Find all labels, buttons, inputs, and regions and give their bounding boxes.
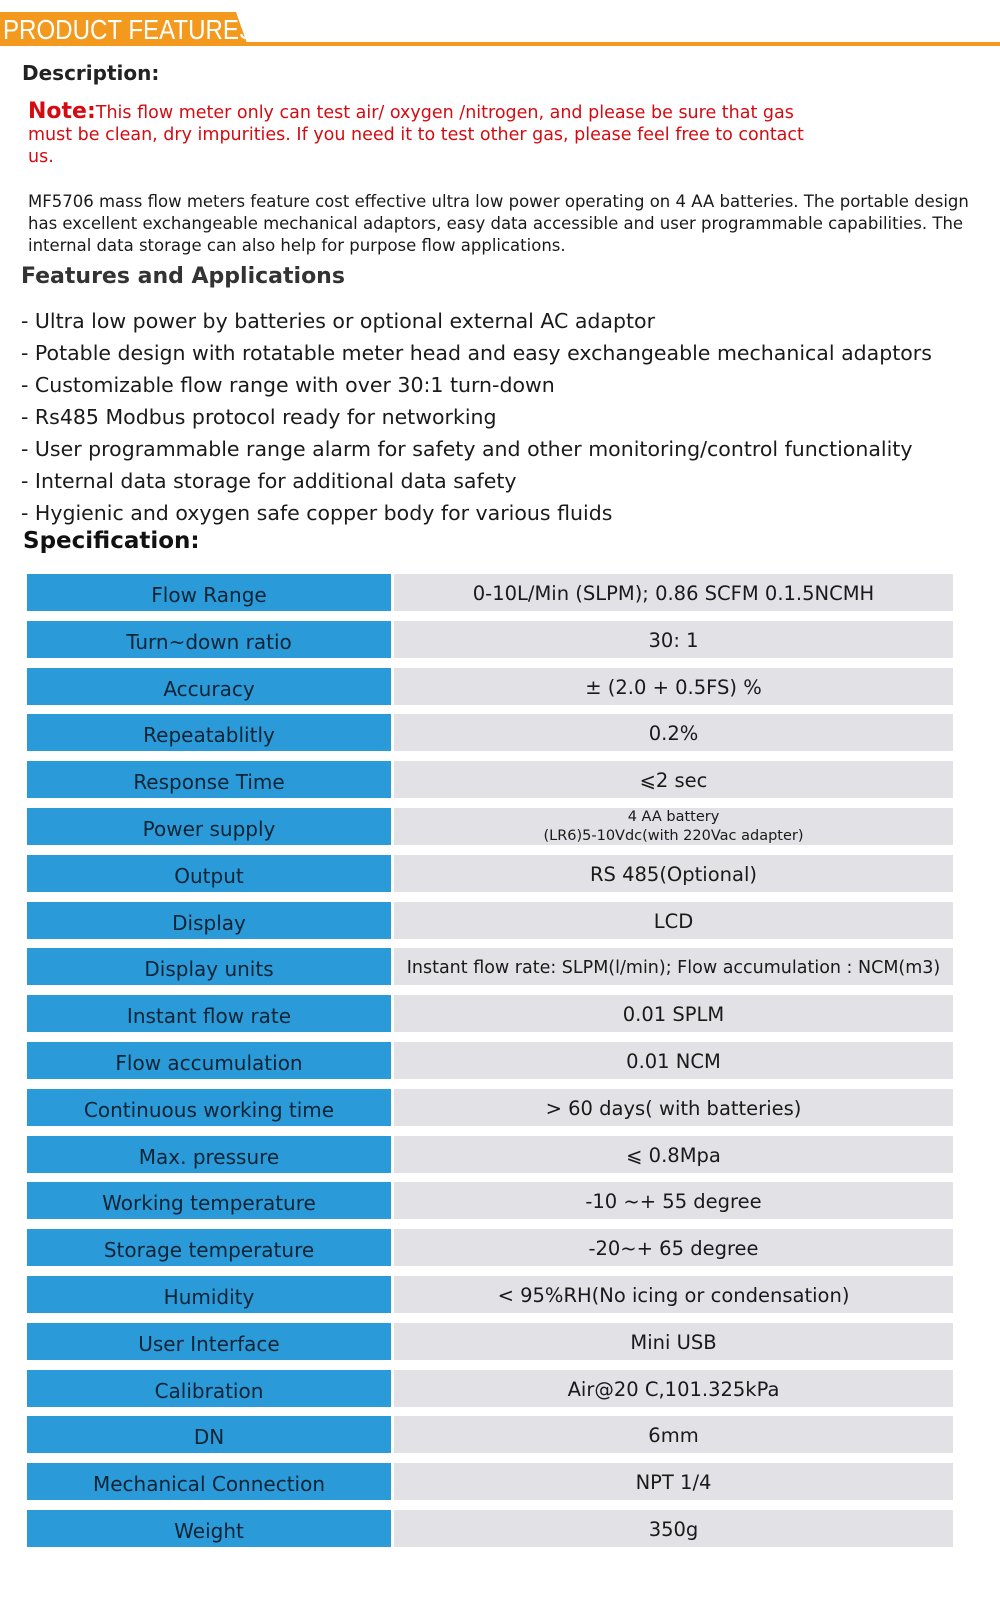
spec-label: Continuous working time: [27, 1089, 391, 1126]
spec-row: [27, 1276, 953, 1313]
spec-value: 350g: [394, 1510, 953, 1547]
spec-value: 0-10L/Min (SLPM); 0.86 SCFM 0.1.5NCMH: [394, 574, 953, 611]
spec-value: RS 485(Optional): [394, 855, 953, 892]
spec-label: Weight: [27, 1510, 391, 1547]
spec-label: Flow accumulation: [27, 1042, 391, 1079]
header-banner: [0, 0, 1000, 48]
spec-row: [27, 948, 953, 985]
spec-value: 6mm: [394, 1416, 953, 1453]
spec-value-line: 4 AA battery: [627, 808, 720, 825]
spec-row: [27, 1182, 953, 1219]
spec-label: Humidity: [27, 1276, 391, 1313]
spec-value: 0.2%: [394, 714, 953, 751]
spec-label: Display: [27, 902, 391, 939]
spec-value: 30: 1: [394, 621, 953, 658]
spec-label: Mechanical Connection: [27, 1463, 391, 1500]
feature-item: - Rs485 Modbus protocol ready for networking: [21, 405, 497, 429]
features-heading: Features and Applications: [21, 264, 345, 289]
spec-value: LCD: [394, 902, 953, 939]
spec-value: Air@20 C,101.325kPa: [394, 1370, 953, 1407]
spec-row: [27, 808, 953, 845]
spec-row: [27, 1136, 953, 1173]
description-paragraph: MF5706 mass flow meters feature cost effective ultra low power operating on 4 AA batteries. The portable design has excellent exchangeable mechanical adaptors, easy data accessible and user programmable capabilities. The internal data storage can also help for purpose flow applications.: [28, 192, 969, 255]
spec-value: -10 ~+ 55 degree: [394, 1182, 953, 1219]
spec-value: Instant flow rate: SLPM(l/min); Flow accumulation : NCM(m3): [394, 948, 953, 985]
spec-label: Working temperature: [27, 1182, 391, 1219]
spec-row: [27, 668, 953, 705]
spec-label: DN: [27, 1416, 391, 1453]
spec-label: Repeatablitly: [27, 714, 391, 751]
feature-item: - Hygienic and oxygen safe copper body for various fluids: [21, 501, 613, 525]
spec-label: Flow Range: [27, 574, 391, 611]
spec-label: Turn~down ratio: [27, 621, 391, 658]
spec-row: [27, 621, 953, 658]
spec-row: [27, 1463, 953, 1500]
spec-value: Mini USB: [394, 1323, 953, 1360]
spec-value: -20~+ 65 degree: [394, 1229, 953, 1266]
spec-row: [27, 855, 953, 892]
specification-heading: Specification:: [23, 528, 200, 554]
spec-row: [27, 1229, 953, 1266]
spec-row: [27, 1089, 953, 1126]
description-heading: Description:: [22, 61, 160, 85]
feature-item: - User programmable range alarm for safety and other monitoring/control functionality: [21, 437, 913, 461]
spec-value: [394, 808, 953, 845]
spec-value: 0.01 SPLM: [394, 995, 953, 1032]
spec-row: [27, 1510, 953, 1547]
page-title: PRODUCT FEATURES: [3, 14, 255, 45]
spec-row: [27, 714, 953, 751]
spec-value-line: (LR6)5-10Vdc(with 220Vac adapter): [543, 827, 804, 844]
spec-row: [27, 1042, 953, 1079]
note-label: Note:: [28, 99, 96, 124]
feature-item: - Internal data storage for additional data safety: [21, 469, 517, 493]
spec-label: Display units: [27, 948, 391, 985]
features-list: [21, 305, 981, 529]
spec-row: [27, 1323, 953, 1360]
spec-value: ± (2.0 + 0.5FS) %: [394, 668, 953, 705]
header-underline: [236, 42, 1000, 46]
spec-label: Power supply: [27, 808, 391, 845]
spec-row: [27, 902, 953, 939]
note-block: [28, 101, 828, 168]
spec-value: ⩽ 0.8Mpa: [394, 1136, 953, 1173]
spec-value: ⩽2 sec: [394, 761, 953, 798]
spec-row: [27, 1370, 953, 1407]
spec-value: 0.01 NCM: [394, 1042, 953, 1079]
feature-item: - Customizable flow range with over 30:1 turn-down: [21, 373, 555, 397]
spec-label: User Interface: [27, 1323, 391, 1360]
spec-row: [27, 574, 953, 611]
feature-item: - Ultra low power by batteries or optional external AC adaptor: [21, 309, 656, 333]
spec-value: < 95%RH(No icing or condensation): [394, 1276, 953, 1313]
spec-row: [27, 1416, 953, 1453]
spec-label: Storage temperature: [27, 1229, 391, 1266]
spec-label: Instant flow rate: [27, 995, 391, 1032]
spec-row: [27, 761, 953, 798]
spec-label: Response Time: [27, 761, 391, 798]
feature-item: - Potable design with rotatable meter head and easy exchangeable mechanical adaptors: [21, 341, 932, 365]
spec-label: Accuracy: [27, 668, 391, 705]
spec-label: Output: [27, 855, 391, 892]
spec-value: > 60 days( with batteries): [394, 1089, 953, 1126]
spec-label: Calibration: [27, 1370, 391, 1407]
spec-label: Max. pressure: [27, 1136, 391, 1173]
note-text: This flow meter only can test air/ oxygen /nitrogen, and please be sure that gas must be clean, dry impurities. If you need it to test other gas, please feel free to contact us.: [28, 103, 804, 167]
spec-row: [27, 995, 953, 1032]
spec-value: NPT 1/4: [394, 1463, 953, 1500]
